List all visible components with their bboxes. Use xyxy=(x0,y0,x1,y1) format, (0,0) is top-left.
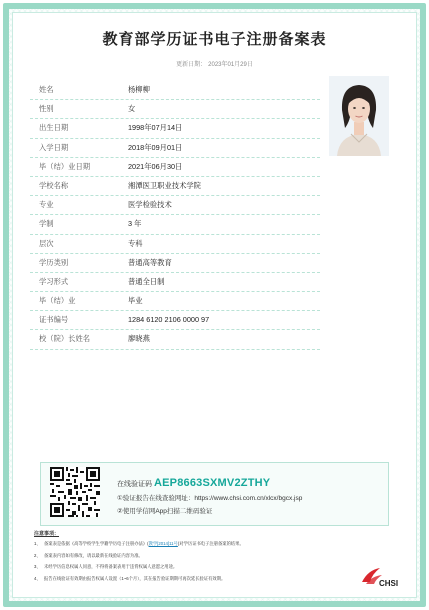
qr-code-icon[interactable] xyxy=(50,467,100,517)
verification-app-line: ②使用学信网App扫描二维码验证 xyxy=(117,508,213,515)
regulation-link[interactable]: 教学[2014]11号 xyxy=(148,541,178,546)
note-number: 2、 xyxy=(34,552,41,558)
field-value-duration: 3 年 xyxy=(128,219,142,229)
field-label-education-type: 学历类别 xyxy=(39,257,69,267)
verification-code-label: 在线验证码 xyxy=(117,481,152,488)
field-row xyxy=(30,311,320,330)
field-value-level: 专科 xyxy=(128,238,143,248)
field-label-name: 姓名 xyxy=(39,85,54,94)
note-number: 3、 xyxy=(34,564,41,569)
field-value-education-type: 普通高等教育 xyxy=(128,257,172,267)
field-row xyxy=(30,119,320,138)
note-text: 备案表是依据《高等学校学生学籍学历电子注册办法》( xyxy=(44,541,149,546)
field-row xyxy=(30,292,320,311)
field-label-enroll-date: 入学日期 xyxy=(39,142,69,152)
field-value-certificate-number: 1284 6120 2106 0000 97 xyxy=(128,315,210,325)
updated-date-line xyxy=(0,59,429,68)
note-text-after: )对学历证书电子注册备案的结果。 xyxy=(177,541,244,546)
field-value-completion: 毕业 xyxy=(128,296,143,306)
portrait-image xyxy=(329,76,389,156)
info-table xyxy=(30,81,320,350)
field-row xyxy=(30,235,320,254)
field-label-level: 层次 xyxy=(39,238,54,248)
field-label-graduation-date: 毕（结）业日期 xyxy=(39,161,91,171)
field-row xyxy=(30,215,320,234)
notes-section xyxy=(34,532,364,588)
field-value-enroll-date: 2018年09月01日 xyxy=(128,142,183,152)
verification-code-line xyxy=(117,477,270,489)
updated-label: 更新日期： xyxy=(176,62,207,68)
verification-code[interactable]: AEP8663SXMV2ZTHY xyxy=(154,477,271,489)
field-row xyxy=(30,273,320,292)
field-value-gender: 女 xyxy=(128,104,136,114)
note-text: 未经学历信息权属人同意，不得将备案表用于违背权属人意愿之用途。 xyxy=(44,564,178,569)
field-label-duration: 学制 xyxy=(39,219,54,229)
field-value-school: 湘潭医卫职业技术学院 xyxy=(128,180,201,190)
field-row xyxy=(30,177,320,196)
field-row xyxy=(30,100,320,119)
field-row xyxy=(30,196,320,215)
field-value-birth-date: 1998年07月14日 xyxy=(128,123,183,133)
field-row xyxy=(30,139,320,158)
note-number: 1、 xyxy=(34,541,41,546)
field-value-graduation-date: 2021年06月30日 xyxy=(128,161,183,171)
note-number: 4、 xyxy=(34,575,41,581)
field-label-study-form: 学习形式 xyxy=(39,276,69,286)
note-text: 备案表内容如有修改，请以最新在线验证内容为准。 xyxy=(44,552,143,558)
chsi-logo-text: CHSI xyxy=(379,579,399,588)
document-title: 教育部学历证书电子注册备案表 xyxy=(102,31,327,48)
field-label-school: 学校名称 xyxy=(39,180,69,190)
verification-url-line[interactable]: ①验证报告在线查验网址：https://www.chsi.com.cn/xlcx/bgcx.jsp xyxy=(117,495,303,502)
field-row xyxy=(30,158,320,177)
field-value-study-form: 普通全日制 xyxy=(128,276,165,286)
field-label-birth-date: 出生日期 xyxy=(39,123,69,133)
field-row xyxy=(30,330,320,349)
field-value-major: 医学检验技术 xyxy=(128,200,172,210)
updated-date: 2023年01月29日 xyxy=(208,62,253,68)
chsi-logo xyxy=(360,566,400,588)
field-row xyxy=(30,254,320,273)
note-text: 报告在线验证有效期由报告权属人设置（1~6个月），其在报告验证期期可再次延长验证有效期。 xyxy=(44,575,226,581)
field-label-completion: 毕（结）业 xyxy=(39,296,76,306)
note-item xyxy=(34,577,364,589)
student-photo xyxy=(329,76,389,156)
field-label-president: 校（院）长姓名 xyxy=(39,334,91,344)
field-value-president: 廖晓燕 xyxy=(128,334,150,344)
field-row xyxy=(30,81,320,100)
field-label-certificate-number: 证书编号 xyxy=(39,315,69,325)
notes-title: 注意事项： xyxy=(34,531,60,537)
field-value-name: 杨柳柳 xyxy=(128,85,150,94)
field-label-major: 专业 xyxy=(39,200,54,210)
field-label-gender: 性别 xyxy=(39,104,54,114)
